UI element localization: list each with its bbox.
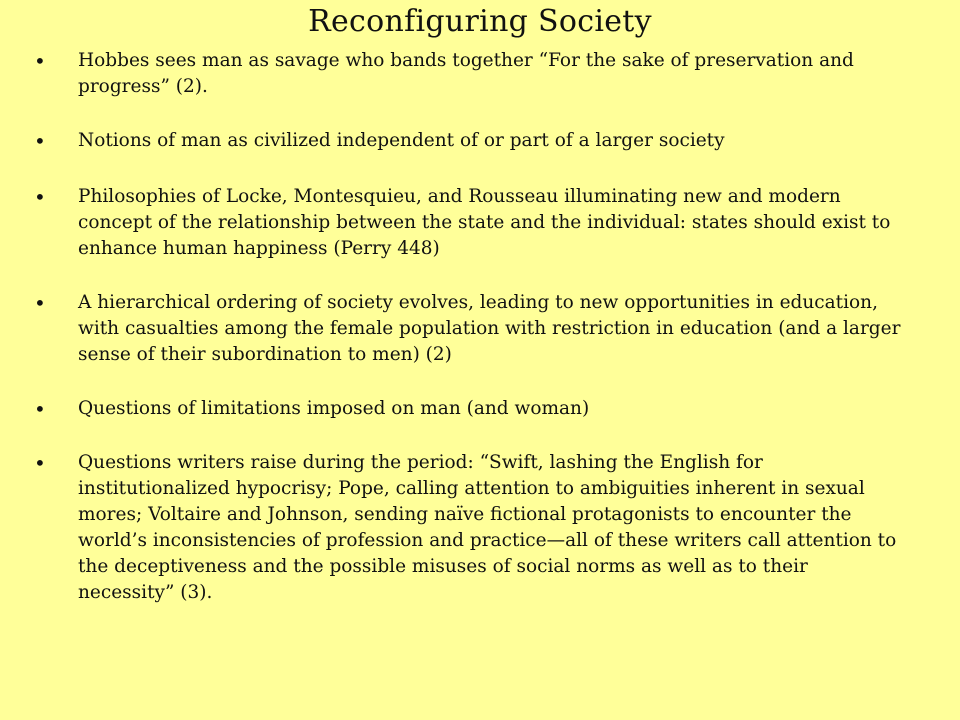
bullet-icon: •	[34, 397, 46, 421]
bullet-text: Philosophies of Locke, Montesquieu, and Rousseau illuminating new and modern concept of the relationship between the state and the individual: states should exist to enhance human happiness (Perry 448)	[78, 186, 891, 259]
bullet-text: Hobbes sees man as savage who bands together “For the sake of preservation and progress” (2).	[78, 50, 854, 97]
bullet-text: Questions of limitations imposed on man (and woman)	[78, 398, 590, 419]
bullet-icon: •	[34, 129, 46, 153]
bullet-text: Questions writers raise during the period: “Swift, lashing the English for institutionalized hypocrisy; Pope, calling attention to ambiguities inherent in sexual mores; Voltaire and Johnson, sending naïve fictional protagonists to encounter the world’s inconsistencies of profession and practice—all of these writers call attention to the deceptiveness and the possible misuses of social norms as well as to their necessity” (3).	[78, 452, 897, 603]
bullet-item-questions-writers	[34, 450, 904, 606]
bullet-item-hierarchy	[34, 290, 904, 368]
bullet-icon: •	[34, 185, 46, 209]
bullet-icon: •	[34, 49, 46, 73]
bullet-text: Notions of man as civilized independent of or part of a larger society	[78, 130, 725, 151]
bullet-list	[34, 48, 904, 606]
bullet-text: A hierarchical ordering of society evolves, leading to new opportunities in education, with casualties among the female population with restriction in education (and a larger sense of their subordination to men) (2)	[78, 292, 901, 365]
bullet-icon: •	[34, 291, 46, 315]
bullet-icon: •	[34, 451, 46, 475]
bullet-item-limitations	[34, 396, 904, 422]
bullet-item-notions	[34, 128, 904, 154]
bullet-item-hobbes	[34, 48, 904, 100]
slide-title: Reconfiguring Society	[308, 4, 652, 39]
bullet-item-philosophies	[34, 184, 904, 262]
